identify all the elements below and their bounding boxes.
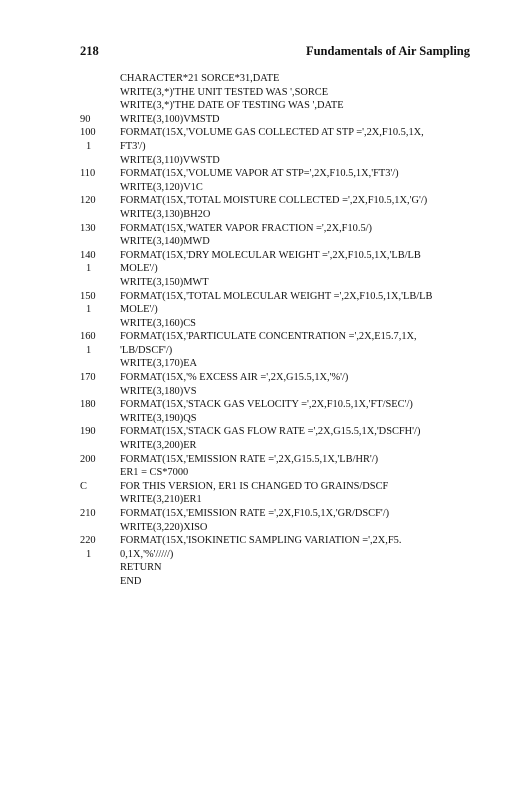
- statement-label: [80, 317, 120, 331]
- code-text: WRITE(3,190)QS: [120, 412, 197, 424]
- code-text: FOR THIS VERSION, ER1 IS CHANGED TO GRAINS/DSCF: [120, 480, 389, 492]
- code-line: [80, 303, 500, 317]
- code-line: [80, 439, 500, 453]
- code-line: [80, 561, 500, 575]
- code-line: [80, 126, 500, 140]
- statement-label: 140: [80, 249, 96, 261]
- statement-label: [80, 86, 120, 100]
- statement-label: 180: [80, 399, 96, 411]
- code-text: FORMAT(15X,'WATER VAPOR FRACTION =',2X,F10.5/): [120, 222, 372, 234]
- page-header: [80, 44, 470, 60]
- statement-label: 160: [80, 331, 96, 343]
- code-line: [80, 371, 500, 385]
- code-line: [80, 262, 500, 276]
- code-line: [80, 167, 500, 181]
- code-text: FORMAT(15X,'TOTAL MOLECULAR WEIGHT =',2X,F10.5,1X,'LB/LB: [120, 290, 433, 302]
- code-line: [80, 385, 500, 399]
- statement-label: C: [80, 480, 87, 492]
- statement-label: [80, 208, 120, 222]
- code-text: RETURN: [120, 562, 162, 574]
- code-text: WRITE(3,*)'THE UNIT TESTED WAS ',SORCE: [120, 86, 329, 98]
- code-line: [80, 398, 500, 412]
- statement-label: 220: [80, 535, 96, 547]
- statement-label: 100: [80, 127, 96, 139]
- code-text: FORMAT(15X,'EMISSION RATE =',2X,G15.5,1X,'LB/HR'/): [120, 453, 379, 465]
- code-line: [80, 249, 500, 263]
- statement-label: 170: [80, 372, 96, 384]
- statement-label: [80, 72, 120, 86]
- code-text: MOLE'/): [120, 304, 158, 316]
- code-line: [80, 521, 500, 535]
- code-line: [80, 548, 500, 562]
- statement-label: [80, 575, 120, 589]
- code-text: WRITE(3,120)V1C: [120, 181, 203, 193]
- statement-label: [80, 521, 120, 535]
- code-text: FORMAT(15X,'STACK GAS FLOW RATE =',2X,G15.5,1X,'DSCFH'/): [120, 426, 421, 438]
- code-line: [80, 412, 500, 426]
- code-line: [80, 99, 500, 113]
- statement-label: [80, 357, 120, 371]
- code-text: FORMAT(15X,'ISOKINETIC SAMPLING VARIATION =',2X,F5.: [120, 535, 402, 547]
- code-text: 0,1X,'%'/////): [120, 548, 174, 560]
- code-line: [80, 181, 500, 195]
- code-line: [80, 466, 500, 480]
- code-text: WRITE(3,160)CS: [120, 317, 196, 329]
- code-line: [80, 507, 500, 521]
- code-text: FORMAT(15X,'PARTICULATE CONCENTRATION =',2X,E15.7,1X,: [120, 331, 417, 343]
- statement-label: 90: [80, 113, 91, 125]
- statement-label: 130: [80, 222, 96, 234]
- code-text: WRITE(3,200)ER: [120, 440, 197, 452]
- code-text: FORMAT(15X,'VOLUME VAPOR AT STP=',2X,F10.5,1X,'FT3'/): [120, 168, 399, 180]
- code-line: [80, 344, 500, 358]
- continuation-marker: 1: [86, 548, 92, 560]
- page-number: 218: [80, 44, 99, 58]
- code-text: FORMAT(15X,'TOTAL MOISTURE COLLECTED =',2X,F10.5,1X,'G'/): [120, 195, 428, 207]
- code-text: END: [120, 575, 142, 587]
- code-line: [80, 453, 500, 467]
- statement-label: [80, 439, 120, 453]
- fortran-code-listing: [80, 72, 500, 589]
- code-text: WRITE(3,150)MWT: [120, 276, 209, 288]
- code-line: [80, 140, 500, 154]
- statement-label: [80, 99, 120, 113]
- statement-label: [80, 385, 120, 399]
- continuation-marker: 1: [86, 304, 92, 316]
- code-line: [80, 357, 500, 371]
- statement-label: 210: [80, 508, 96, 519]
- statement-label: 200: [80, 453, 96, 465]
- code-line: [80, 235, 500, 249]
- code-line: [80, 113, 500, 127]
- statement-label: [80, 181, 120, 195]
- statement-label: 120: [80, 195, 96, 207]
- code-text: FORMAT(15X,'VOLUME GAS COLLECTED AT STP =',2X,F10.5,1X,: [120, 127, 424, 139]
- code-line: [80, 317, 500, 331]
- code-line: [80, 276, 500, 290]
- statement-label: [80, 412, 120, 426]
- code-line: [80, 208, 500, 222]
- statement-label: [80, 493, 120, 507]
- code-text: WRITE(3,130)BH2O: [120, 208, 211, 220]
- code-text: WRITE(3,220)XISO: [120, 521, 208, 533]
- statement-label: [80, 154, 120, 168]
- code-text: MOLE'/): [120, 263, 158, 275]
- statement-label: 150: [80, 290, 96, 302]
- code-line: [80, 194, 500, 208]
- code-text: 'LB/DSCF'/): [120, 344, 173, 356]
- code-text: CHARACTER*21 SORCE*31,DATE: [120, 73, 280, 84]
- code-text: FORMAT(15X,'% EXCESS AIR =',2X,G15.5,1X,'%'/): [120, 372, 349, 384]
- code-line: [80, 480, 500, 494]
- running-title: Fundamentals of Air Sampling: [305, 44, 470, 58]
- code-text: FORMAT(15X,'STACK GAS VELOCITY =',2X,F10.5,1X,'FT/SEC'/): [120, 399, 413, 411]
- code-text: FORMAT(15X,'EMISSION RATE =',2X,F10.5,1X,'GR/DSCF'/): [120, 508, 390, 519]
- code-text: WRITE(3,110)VWSTD: [120, 154, 220, 166]
- statement-label: 110: [80, 168, 96, 180]
- code-line: [80, 86, 500, 100]
- code-text: FORMAT(15X,'DRY MOLECULAR WEIGHT =',2X,F10.5,1X,'LB/LB: [120, 249, 421, 261]
- statement-label: [80, 561, 120, 575]
- code-line: [80, 425, 500, 439]
- statement-label: 190: [80, 426, 96, 438]
- code-line: [80, 493, 500, 507]
- continuation-marker: 1: [86, 344, 92, 356]
- code-line: [80, 290, 500, 304]
- code-text: WRITE(3,180)VS: [120, 385, 197, 397]
- code-line: [80, 72, 500, 86]
- code-text: WRITE(3,100)VMSTD: [120, 113, 220, 125]
- code-text: WRITE(3,210)ER1: [120, 494, 202, 506]
- code-text: FT3'/): [120, 140, 146, 152]
- statement-label: [80, 466, 120, 480]
- code-line: [80, 575, 500, 589]
- statement-label: [80, 276, 120, 290]
- statement-label: [80, 235, 120, 249]
- code-line: [80, 222, 500, 236]
- code-text: WRITE(3,170)EA: [120, 358, 198, 370]
- code-text: WRITE(3,140)MWD: [120, 236, 210, 248]
- code-text: ER1 = CS*7000: [120, 467, 189, 479]
- code-text: WRITE(3,*)'THE DATE OF TESTING WAS ',DATE: [120, 100, 344, 112]
- continuation-marker: 1: [86, 140, 92, 152]
- code-line: [80, 534, 500, 548]
- code-line: [80, 330, 500, 344]
- code-line: [80, 154, 500, 168]
- continuation-marker: 1: [86, 263, 92, 275]
